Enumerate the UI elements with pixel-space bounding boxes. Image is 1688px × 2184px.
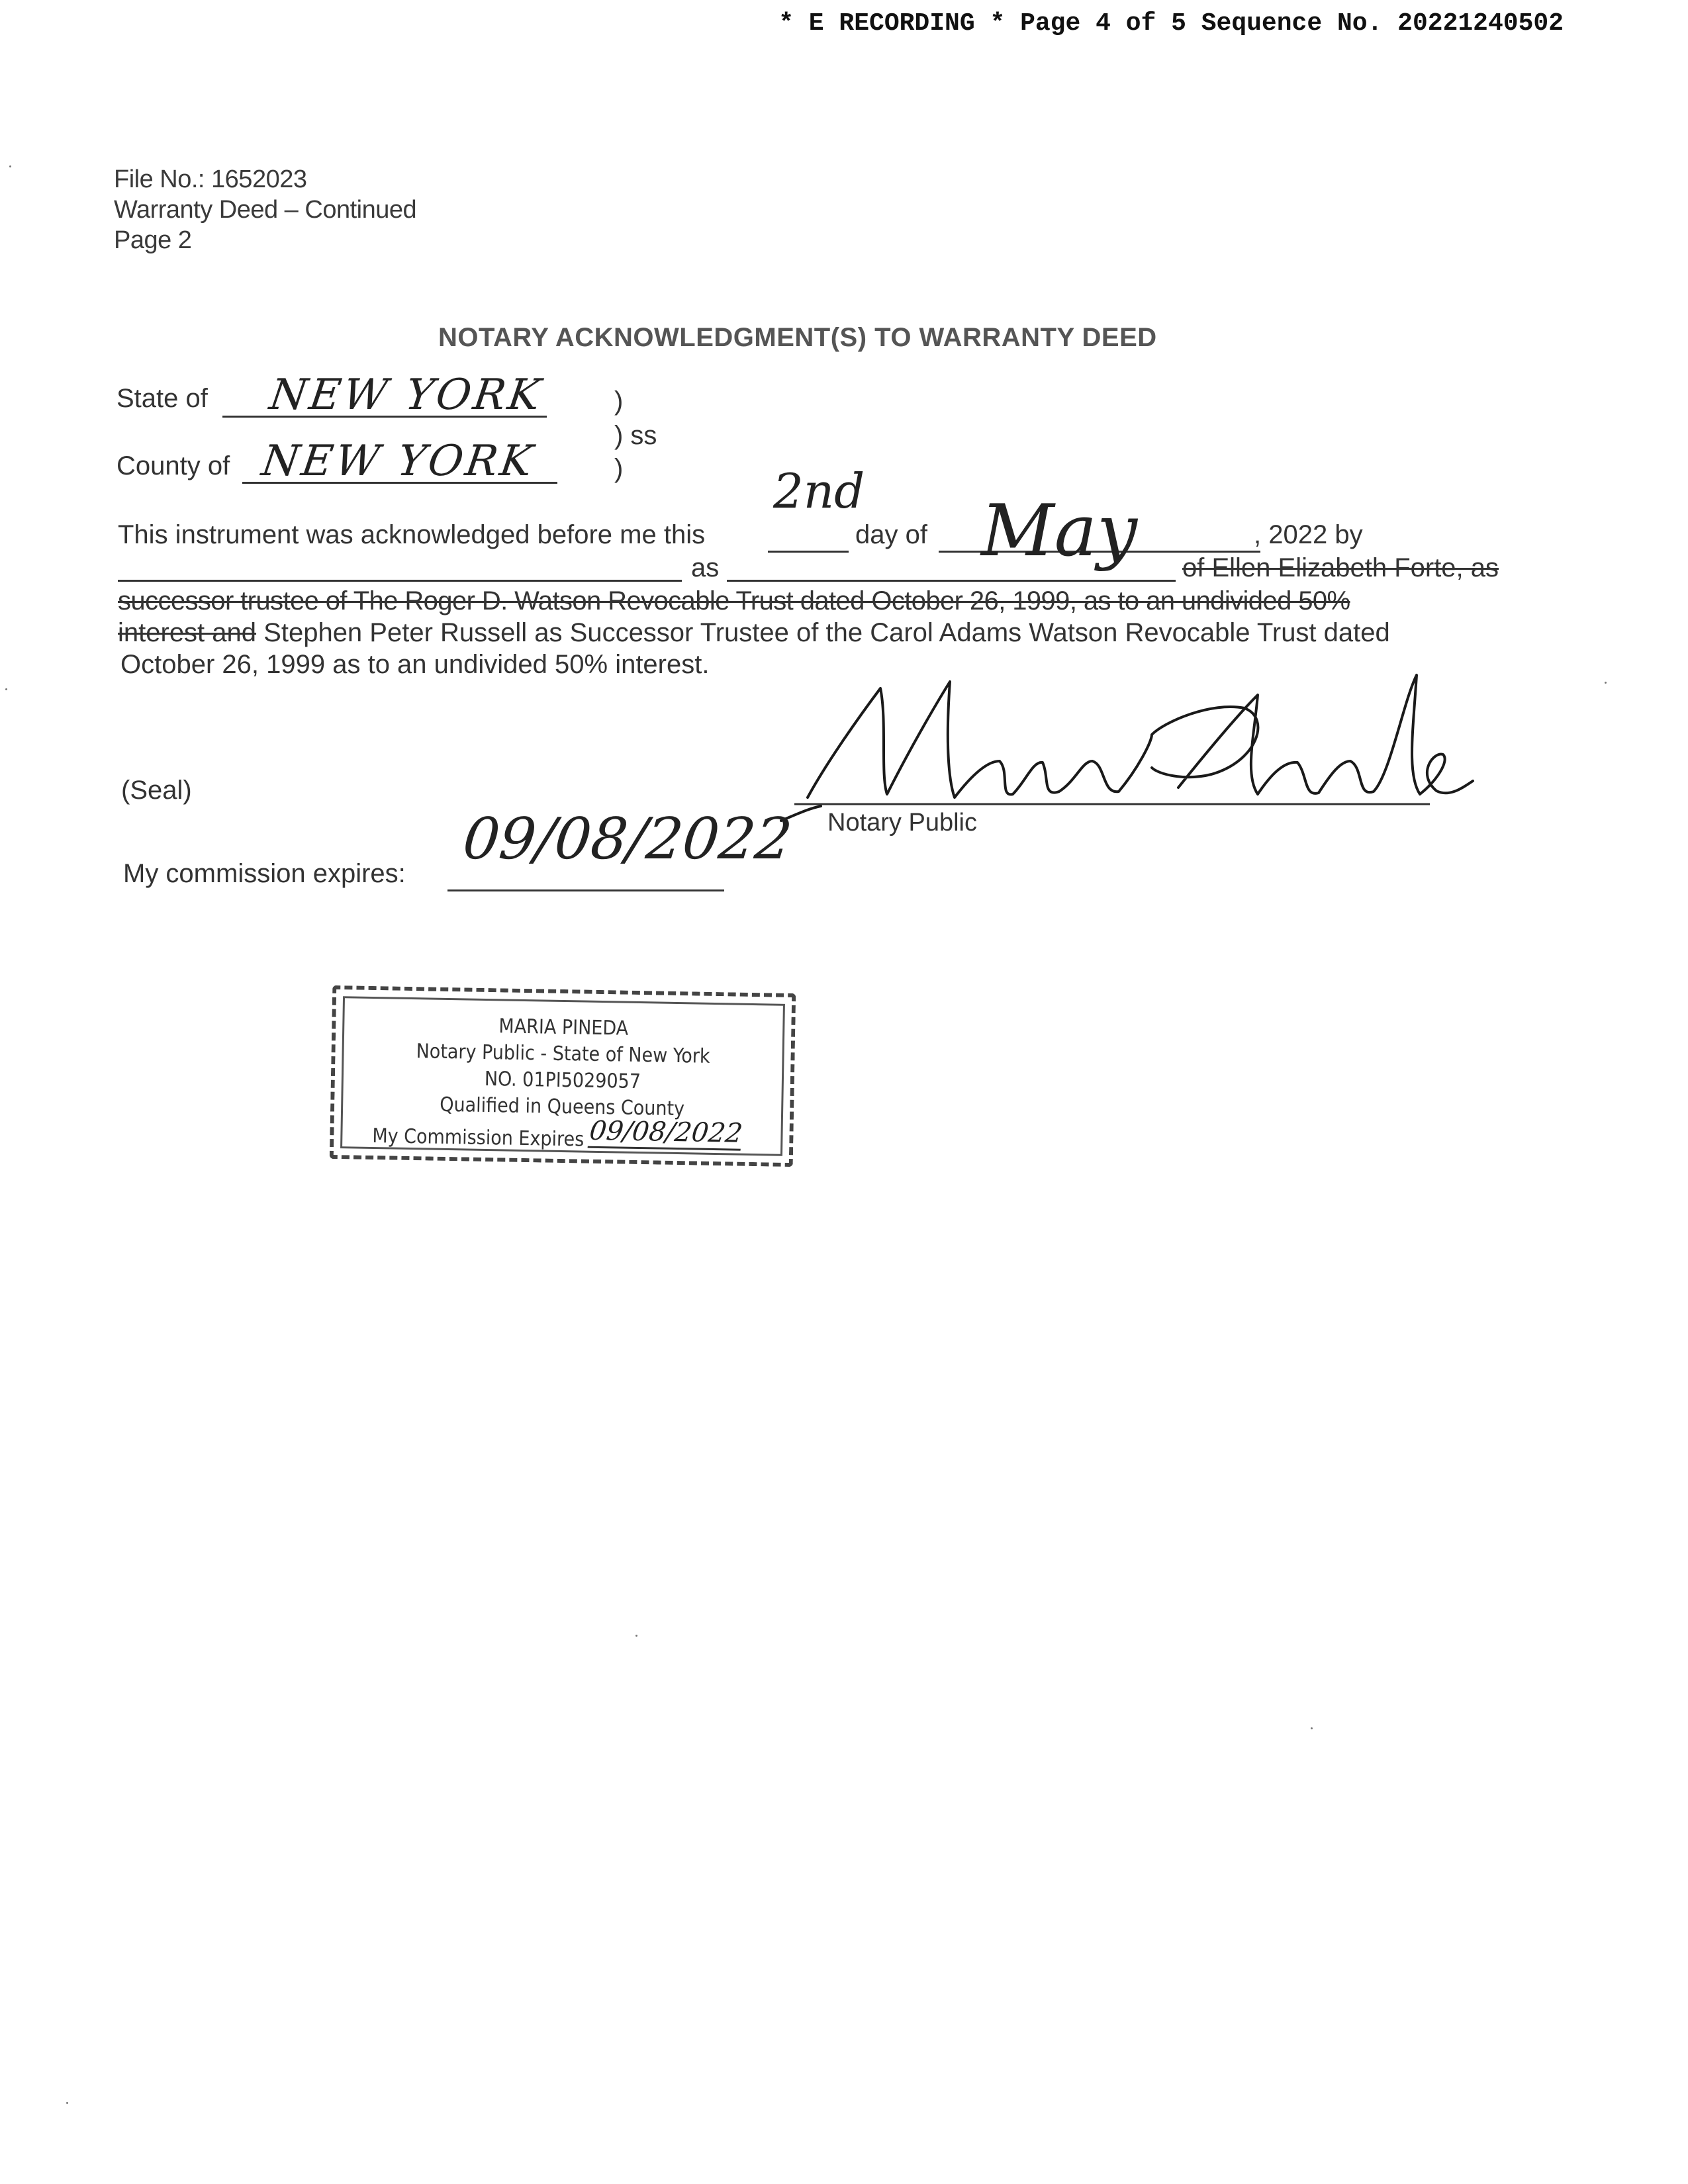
ack-struck-text-1: of Ellen Elizabeth Forte, as bbox=[1182, 553, 1499, 582]
venue-paren-ss: ) ss bbox=[614, 421, 657, 450]
ack-text-day-of: day of bbox=[855, 520, 927, 549]
seal-label: (Seal) bbox=[121, 776, 192, 805]
scan-speck bbox=[9, 165, 11, 167]
stamp-expires-row bbox=[372, 1115, 790, 1158]
stamp-expires-handwritten-date: 09/08/2022 bbox=[588, 1116, 745, 1151]
stamp-notary-number: NO. 01PI5029057 bbox=[484, 1067, 641, 1094]
document-title: NOTARY ACKNOWLEDGMENT(S) TO WARRANTY DEED bbox=[438, 323, 1157, 352]
ack-struck-text-3: interest and bbox=[118, 618, 257, 647]
stamp-expires-label: My Commission Expires bbox=[372, 1124, 585, 1152]
commission-underline bbox=[447, 889, 724, 891]
deed-continued-label: Warranty Deed – Continued bbox=[114, 196, 417, 224]
venue-paren-3: ) bbox=[614, 454, 624, 483]
ack-line-4 bbox=[118, 618, 1390, 648]
month-handwritten-value: May bbox=[981, 490, 1137, 572]
scan-speck bbox=[1311, 1727, 1313, 1729]
commission-handwritten-date: 09/08/2022 bbox=[459, 806, 795, 872]
state-label: State of bbox=[117, 384, 208, 413]
scan-speck bbox=[1605, 682, 1607, 684]
ack-text-1: This instrument was acknowledged before me this bbox=[118, 520, 706, 549]
county-handwritten-value: NEW YORK bbox=[258, 437, 538, 486]
capacity-underline bbox=[727, 580, 1176, 582]
scan-speck bbox=[66, 2102, 68, 2104]
venue-paren-1: ) bbox=[614, 387, 624, 416]
commission-expires-label: My commission expires: bbox=[123, 859, 406, 888]
page-label: Page 2 bbox=[114, 226, 192, 254]
ack-grantor-text: Stephen Peter Russell as Successor Trustee of the Carol Adams Watson Revocable Trust dated bbox=[263, 618, 1390, 647]
name-underline bbox=[118, 580, 682, 582]
day-underline bbox=[768, 551, 849, 553]
county-label: County of bbox=[117, 451, 230, 480]
notary-public-label: Notary Public bbox=[827, 809, 977, 837]
scan-speck bbox=[5, 688, 7, 690]
stamp-notary-name: MARIA PINEDA bbox=[498, 1015, 629, 1040]
stamp-qualified: Qualified in Queens County bbox=[439, 1093, 685, 1121]
notary-stamp bbox=[330, 985, 796, 1167]
ack-line-5: October 26, 1999 as to an undivided 50% interest. bbox=[120, 650, 710, 679]
ack-text-as: as bbox=[691, 553, 720, 582]
recording-header: * E RECORDING * Page 4 of 5 Sequence No. 20221240502 bbox=[778, 9, 1564, 38]
file-number: File No.: 1652023 bbox=[114, 165, 307, 193]
state-handwritten-value: NEW YORK bbox=[266, 371, 546, 420]
stamp-notary-title: Notary Public - State of New York bbox=[416, 1040, 710, 1068]
notary-signature bbox=[781, 662, 1483, 821]
ack-struck-text-2: successor trustee of The Roger D. Watson Revocable Trust dated October 26, 1999, as to an undivided 50% bbox=[118, 586, 1350, 615]
scan-speck bbox=[635, 1635, 637, 1637]
ack-text-year-by: , 2022 by bbox=[1254, 520, 1363, 549]
file-info-block bbox=[114, 164, 416, 255]
day-handwritten-value: 2nd bbox=[773, 463, 865, 519]
